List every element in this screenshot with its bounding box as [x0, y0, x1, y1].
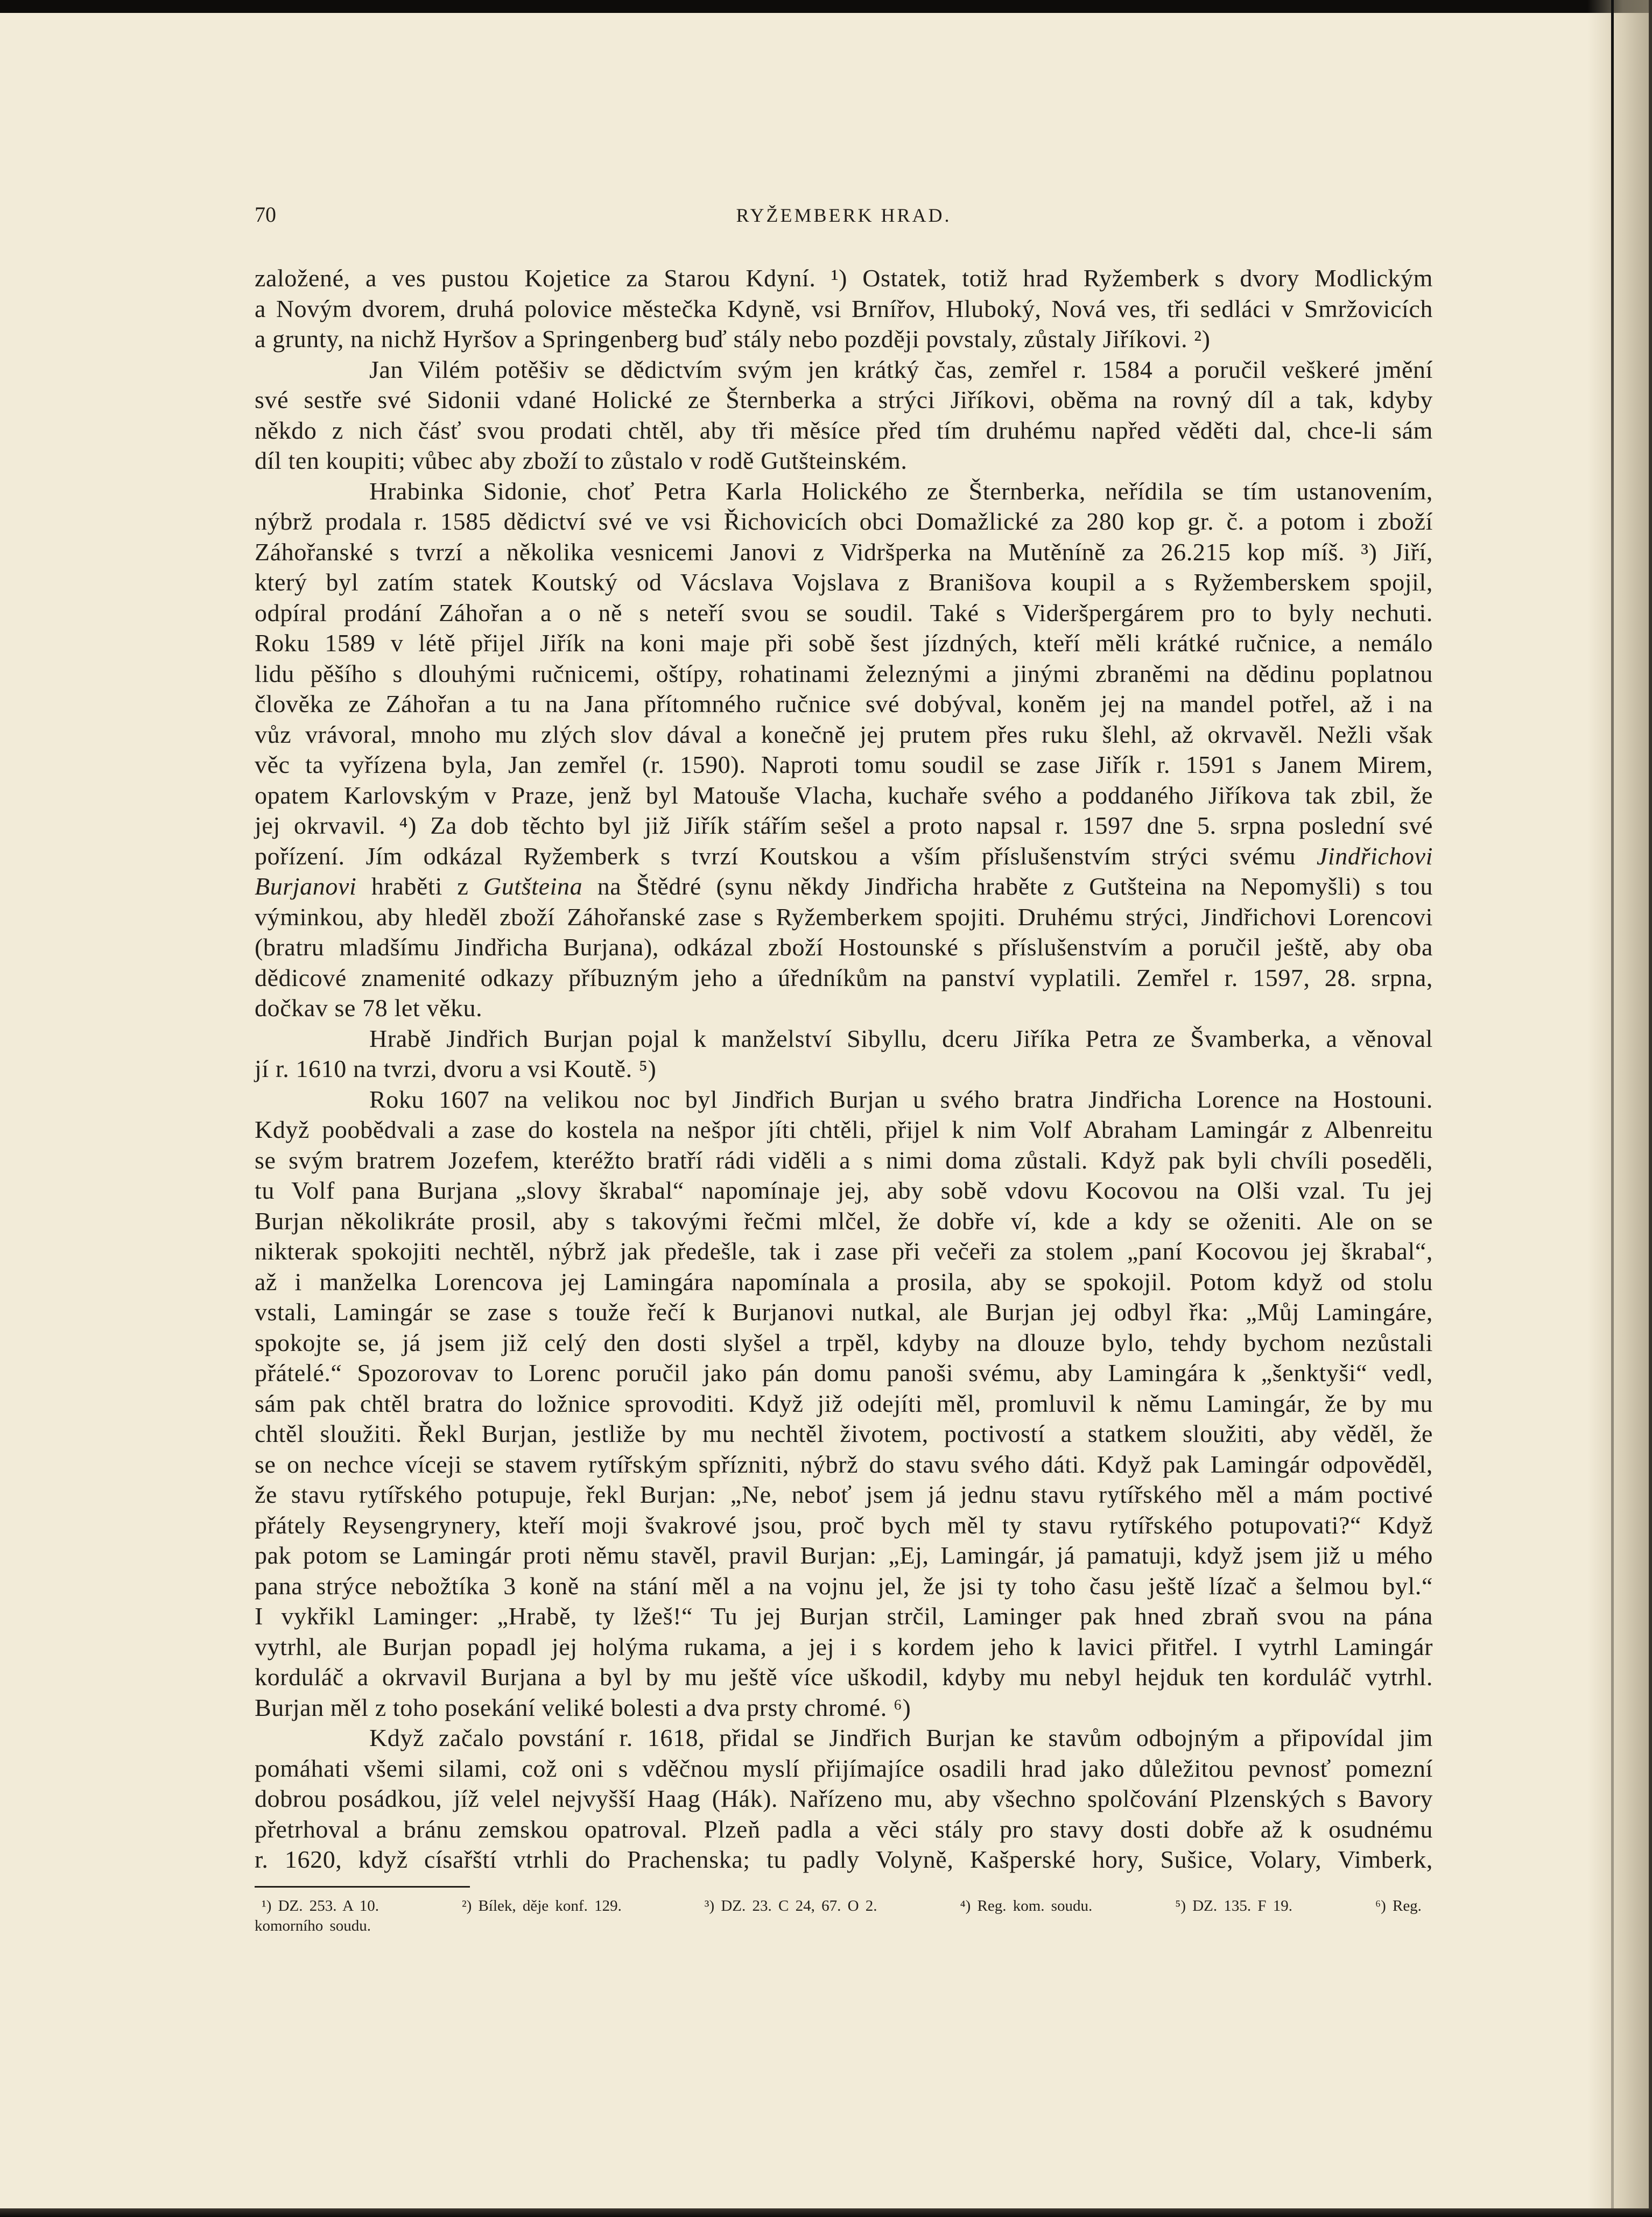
text-line: nýbrž prodala r. 1585 dědictví své ve vsi Řichovicích obci Domažlické za 280 kop gr. č. a potom i zboží	[255, 508, 1433, 535]
text-line: Roku 1589 v létě přijel Jiřík na koni maje při sobě šest jízdných, kteří měli krátké ručnice, a nemálo	[255, 629, 1433, 657]
text-line	[255, 841, 1433, 872]
footnotes	[255, 1896, 1433, 1936]
footnote: ⁶) Reg.	[1375, 1897, 1422, 1915]
text-line: který byl zatím statek Koutský od Vácslava Vojslava z Branišova koupil a s Ryžemberskem spojil,	[255, 568, 1433, 596]
text-line: vytrhl, ale Burjan popadl jej holýma rukama, a jej i s kordem jeho k lavici přitřel. I vytrhl Lamingár	[255, 1632, 1433, 1660]
text-line: Záhořanské s tvrzí a několika vesnicemi Janovi z Vidršperka na Mutěníně za 26.215 kop míš. ³) Jiří,	[255, 538, 1433, 566]
scan-border-top	[0, 0, 1652, 13]
scan-border-bottom	[0, 2208, 1652, 2217]
paragraph	[255, 1723, 1433, 1875]
footnote: ³) DZ. 23. C 24, 67. O 2.	[704, 1897, 877, 1915]
text-line: Jan Vilém potěšiv se dědictvím svým jen krátký čas, zemřel r. 1584 a poručil veškeré jmění	[369, 355, 1433, 383]
text-line: spokojte se, já jsem již celý den dosti slyšel a trpěl, kdyby na dlouze bylo, tehdy bychom nezůstali	[255, 1328, 1433, 1356]
text-run: pořízení. Jím odkázal Ryžemberk s tvrzí Koutskou a vším příslušenstvím strýci svému	[255, 842, 1317, 870]
text-line: vstali, Lamingár se zase s touže řečí k Burjanovi nutkal, ale Burjan jej odbyl řka: „Můj Lamingáre,	[255, 1298, 1433, 1326]
text-line: dočkav se 78 let věku.	[255, 994, 483, 1022]
text-line: až i manželka Lorencova jej Lamingára napomínala a prosila, aby se spokojil. Potom když od stolu	[255, 1268, 1433, 1296]
text-line: Hrabě Jindřich Burjan pojal k manželství Sibyllu, dceru Jiříka Petra ze Švamberka, a věnoval	[369, 1024, 1433, 1052]
text-line: pana strýce nebožtíka 3 koně na stání měl a na vojnu jel, že jsi ty toho času ještě lízač a šelmou byl.“	[255, 1572, 1433, 1600]
body-text	[255, 263, 1433, 1875]
text-line: dobrou posádkou, jíž velel nejvyšší Haag (Hák). Nařízeno mu, aby všechno spolčování Plzenských s Bavory	[255, 1785, 1433, 1812]
page-number: 70	[255, 202, 276, 227]
italic-name: Jindřichovi	[1316, 842, 1433, 870]
text-line: přátelé.“ Spozorovav to Lorenc poručil jako pán domu panoši svému, aby Lamingára k „šenktyši“ vedl,	[255, 1359, 1433, 1386]
text-line	[255, 871, 1433, 902]
page-edge-line	[1611, 0, 1614, 2217]
paragraph	[255, 1085, 1433, 1723]
text-line: I vykřikl Laminger: „Hrabě, ty lžeš!“ Tu jej Burjan strčil, Laminger pak hned zbraň svou na pána	[255, 1602, 1433, 1630]
text-line: se svým bratrem Jozefem, kteréžto bratří rádi viděli a s nimi doma zůstali. Když pak byli chvíli poseděli,	[255, 1146, 1433, 1174]
scan-border-right	[1649, 0, 1652, 2217]
footnote-line	[255, 1896, 1433, 1916]
text-line: pomáhati všemi silami, což oni s vděčnou myslí přijímajíce osadili hrad jako důležitou pevnosť pomezní	[255, 1754, 1433, 1782]
text-line: korduláč a okrvavil Burjana a byl by mu ještě více uškodil, kdyby mu nebyl hejduk ten korduláč vytrhl.	[255, 1663, 1433, 1691]
text-line: vůz vrávoral, mnoho mu zlých slov dával a konečně jej prutem přes ruku šlehl, až okrvavěl. Nežli však	[255, 720, 1433, 748]
footnote: ⁵) DZ. 135. F 19.	[1175, 1897, 1293, 1915]
text-line: výminkou, aby hleděl zboží Záhořanské zase s Ryžemberkem spojiti. Druhému strýci, Jindřichovi Lorencovi	[255, 903, 1433, 931]
text-line: a grunty, na nichž Hyršov a Springenberg buď stály nebo později povstaly, zůstaly Jiříkovi. ²)	[255, 325, 1211, 353]
text-line: Když poobědvali a zase do kostela na nešpor jíti chtěli, přijel k nim Volf Abraham Lamingár z Albenreitu	[255, 1116, 1433, 1143]
text-line: (bratru mladšímu Jindřicha Burjana), odkázal zboží Hostounské s příslušenstvím a poručil ještě, aby oba	[255, 933, 1433, 961]
text-line: se on nechce víceji se stavem rytířským spřízniti, nýbrž do stavu svého dáti. Když pak Lamingár odpověděl,	[255, 1450, 1433, 1478]
text-line: založené, a ves pustou Kojetice za Starou Kdyní. ¹) Ostatek, totiž hrad Ryžemberk s dvory Modlickým	[255, 264, 1433, 292]
text-line: přetrhoval a bránu zemskou opatroval. Plzeň padla a věci stály pro stavy dosti dobře až k osudnému	[255, 1815, 1433, 1843]
text-run: hraběti z	[356, 872, 483, 900]
footnote: ¹) DZ. 253. A 10.	[262, 1897, 379, 1915]
text-line: Když začalo povstání r. 1618, přidal se Jindřich Burjan ke stavům odbojným a připovídal jim	[369, 1724, 1433, 1751]
text-line: Roku 1607 na velikou noc byl Jindřich Burjan u svého bratra Jindřicha Lorence na Hostouni.	[369, 1085, 1433, 1113]
text-line: odpíral prodání Záhořan a o ně s neteří svou se soudil. Také s Videršpergárem pro to byly nechuti.	[255, 599, 1433, 627]
running-head: RYŽEMBERK HRAD.	[736, 205, 952, 226]
text-line: své sestře své Sidonii vdané Holické ze Šternberka a strýci Jiříkovi, oběma na rovný díl a tak, kdyby	[255, 386, 1433, 413]
text-run: na Štědré (synu někdy Jindřicha hraběte z Gutšteina na Nepomyšli) s tou	[582, 872, 1433, 900]
footnote-rule	[255, 1886, 470, 1888]
text-line: sám pak chtěl bratra do ložnice sprovoditi. Když již odejíti měl, promluvil k němu Lamingár, že by mu	[255, 1389, 1433, 1417]
text-line: Burjan několikráte prosil, aby s takovými řečmi mlčel, že dobře ví, kde a kdy se oženiti. Ale on se	[255, 1207, 1433, 1235]
text-line: pak potom se Lamingár proti němu stavěl, pravil Burjan: „Ej, Lamingár, já pamatuji, když jsem již u mého	[255, 1542, 1433, 1569]
text-line: přátely Reysengrynery, kteří moji švakrové jsou, proč bych měl ty stavu rytířského potupovati?“ Když	[255, 1511, 1433, 1539]
paragraph	[255, 476, 1433, 1024]
text-line: nikterak spokojiti nechtěl, nýbrž jak předešle, tak i zase při večeři za stolem „paní Kocovou jej škrabal“,	[255, 1237, 1433, 1265]
text-line: jej okrvavil. ⁴) Za dob těchto byl již Jiřík stářím sešel a proto napsal r. 1597 dne 5. srpna poslední své	[255, 812, 1433, 839]
italic-name: Burjanovi	[255, 872, 357, 900]
text-line: dědicové znamenité odkazy příbuzným jeho a úředníkům na panství vyplatili. Zemřel r. 1597, 28. srpna,	[255, 963, 1433, 991]
paragraph	[255, 263, 1433, 355]
footnote-continuation: komorního soudu.	[255, 1917, 371, 1934]
text-line: opatem Karlovským v Praze, jenž byl Matouše Vlacha, kuchaře svého a poddaného Jiříkova tak zbil, že	[255, 781, 1433, 809]
text-line: lidu pěšího s dlouhými ručnicemi, oštípy, rohatinami železnými a jinými zbraněmi na dědinu poplatnou	[255, 659, 1433, 687]
text-line: díl ten koupiti; vůbec aby zboží to zůstalo v rodě Gutšteinském.	[255, 447, 908, 474]
text-line: Hrabinka Sidonie, choť Petra Karla Holického ze Šternberka, neřídila se tím ustanovením,	[369, 477, 1433, 505]
text-line: věc ta vyřízena byla, Jan zemřel (r. 1590). Naproti tomu soudil se zase Jiřík r. 1591 s Janem Mirem,	[255, 751, 1433, 778]
footnote: ²) Bílek, děje konf. 129.	[461, 1897, 622, 1915]
page-edge-shadow	[1587, 0, 1652, 2217]
text-line: tu Volf pana Burjana „slovy škrabal“ napomínaje jej, aby sobě vdovu Kocovou na Olši vzal. Tu jej	[255, 1177, 1433, 1204]
text-line: chtěl sloužiti. Řekl Burjan, jestliže by mu nechtěl životem, poctivostí a statkem sloužiti, aby věděl, že	[255, 1420, 1433, 1447]
footnote: ⁴) Reg. kom. soudu.	[960, 1897, 1093, 1915]
text-line: a Novým dvorem, druhá polovice městečka Kdyně, vsi Brnířov, Hluboký, Nová ves, tři sedláci v Smržovicích	[255, 294, 1433, 322]
text-line: Burjan měl z toho posekání veliké bolesti a dva prsty chromé. ⁶)	[255, 1693, 911, 1721]
paragraph	[255, 355, 1433, 476]
text-line: člověka ze Záhořan a tu na Jana přítomného ručnice své dobýval, koněm jej na mandel potřel, až i na	[255, 690, 1433, 717]
text-line: že stavu rytířského potupuje, řekl Burjan: „Ne, neboť jsem já jednu stavu rytířského měl a mám poctivé	[255, 1481, 1433, 1508]
text-line: r. 1620, když císařští vtrhli do Prachenska; tu padly Volyně, Kašperské hory, Sušice, Volary, Vimberk,	[255, 1846, 1433, 1873]
paragraph	[255, 1024, 1433, 1085]
italic-name: Gutšteina	[483, 872, 583, 900]
text-line: jí r. 1610 na tvrzi, dvoru a vsi Koutě. ⁵)	[255, 1055, 657, 1082]
footnote-line	[255, 1916, 1433, 1936]
text-line: někdo z nich čásť svou prodati chtěl, aby tři měsíce před tím druhému napřed věděti dal, chce-li sám	[255, 416, 1433, 444]
